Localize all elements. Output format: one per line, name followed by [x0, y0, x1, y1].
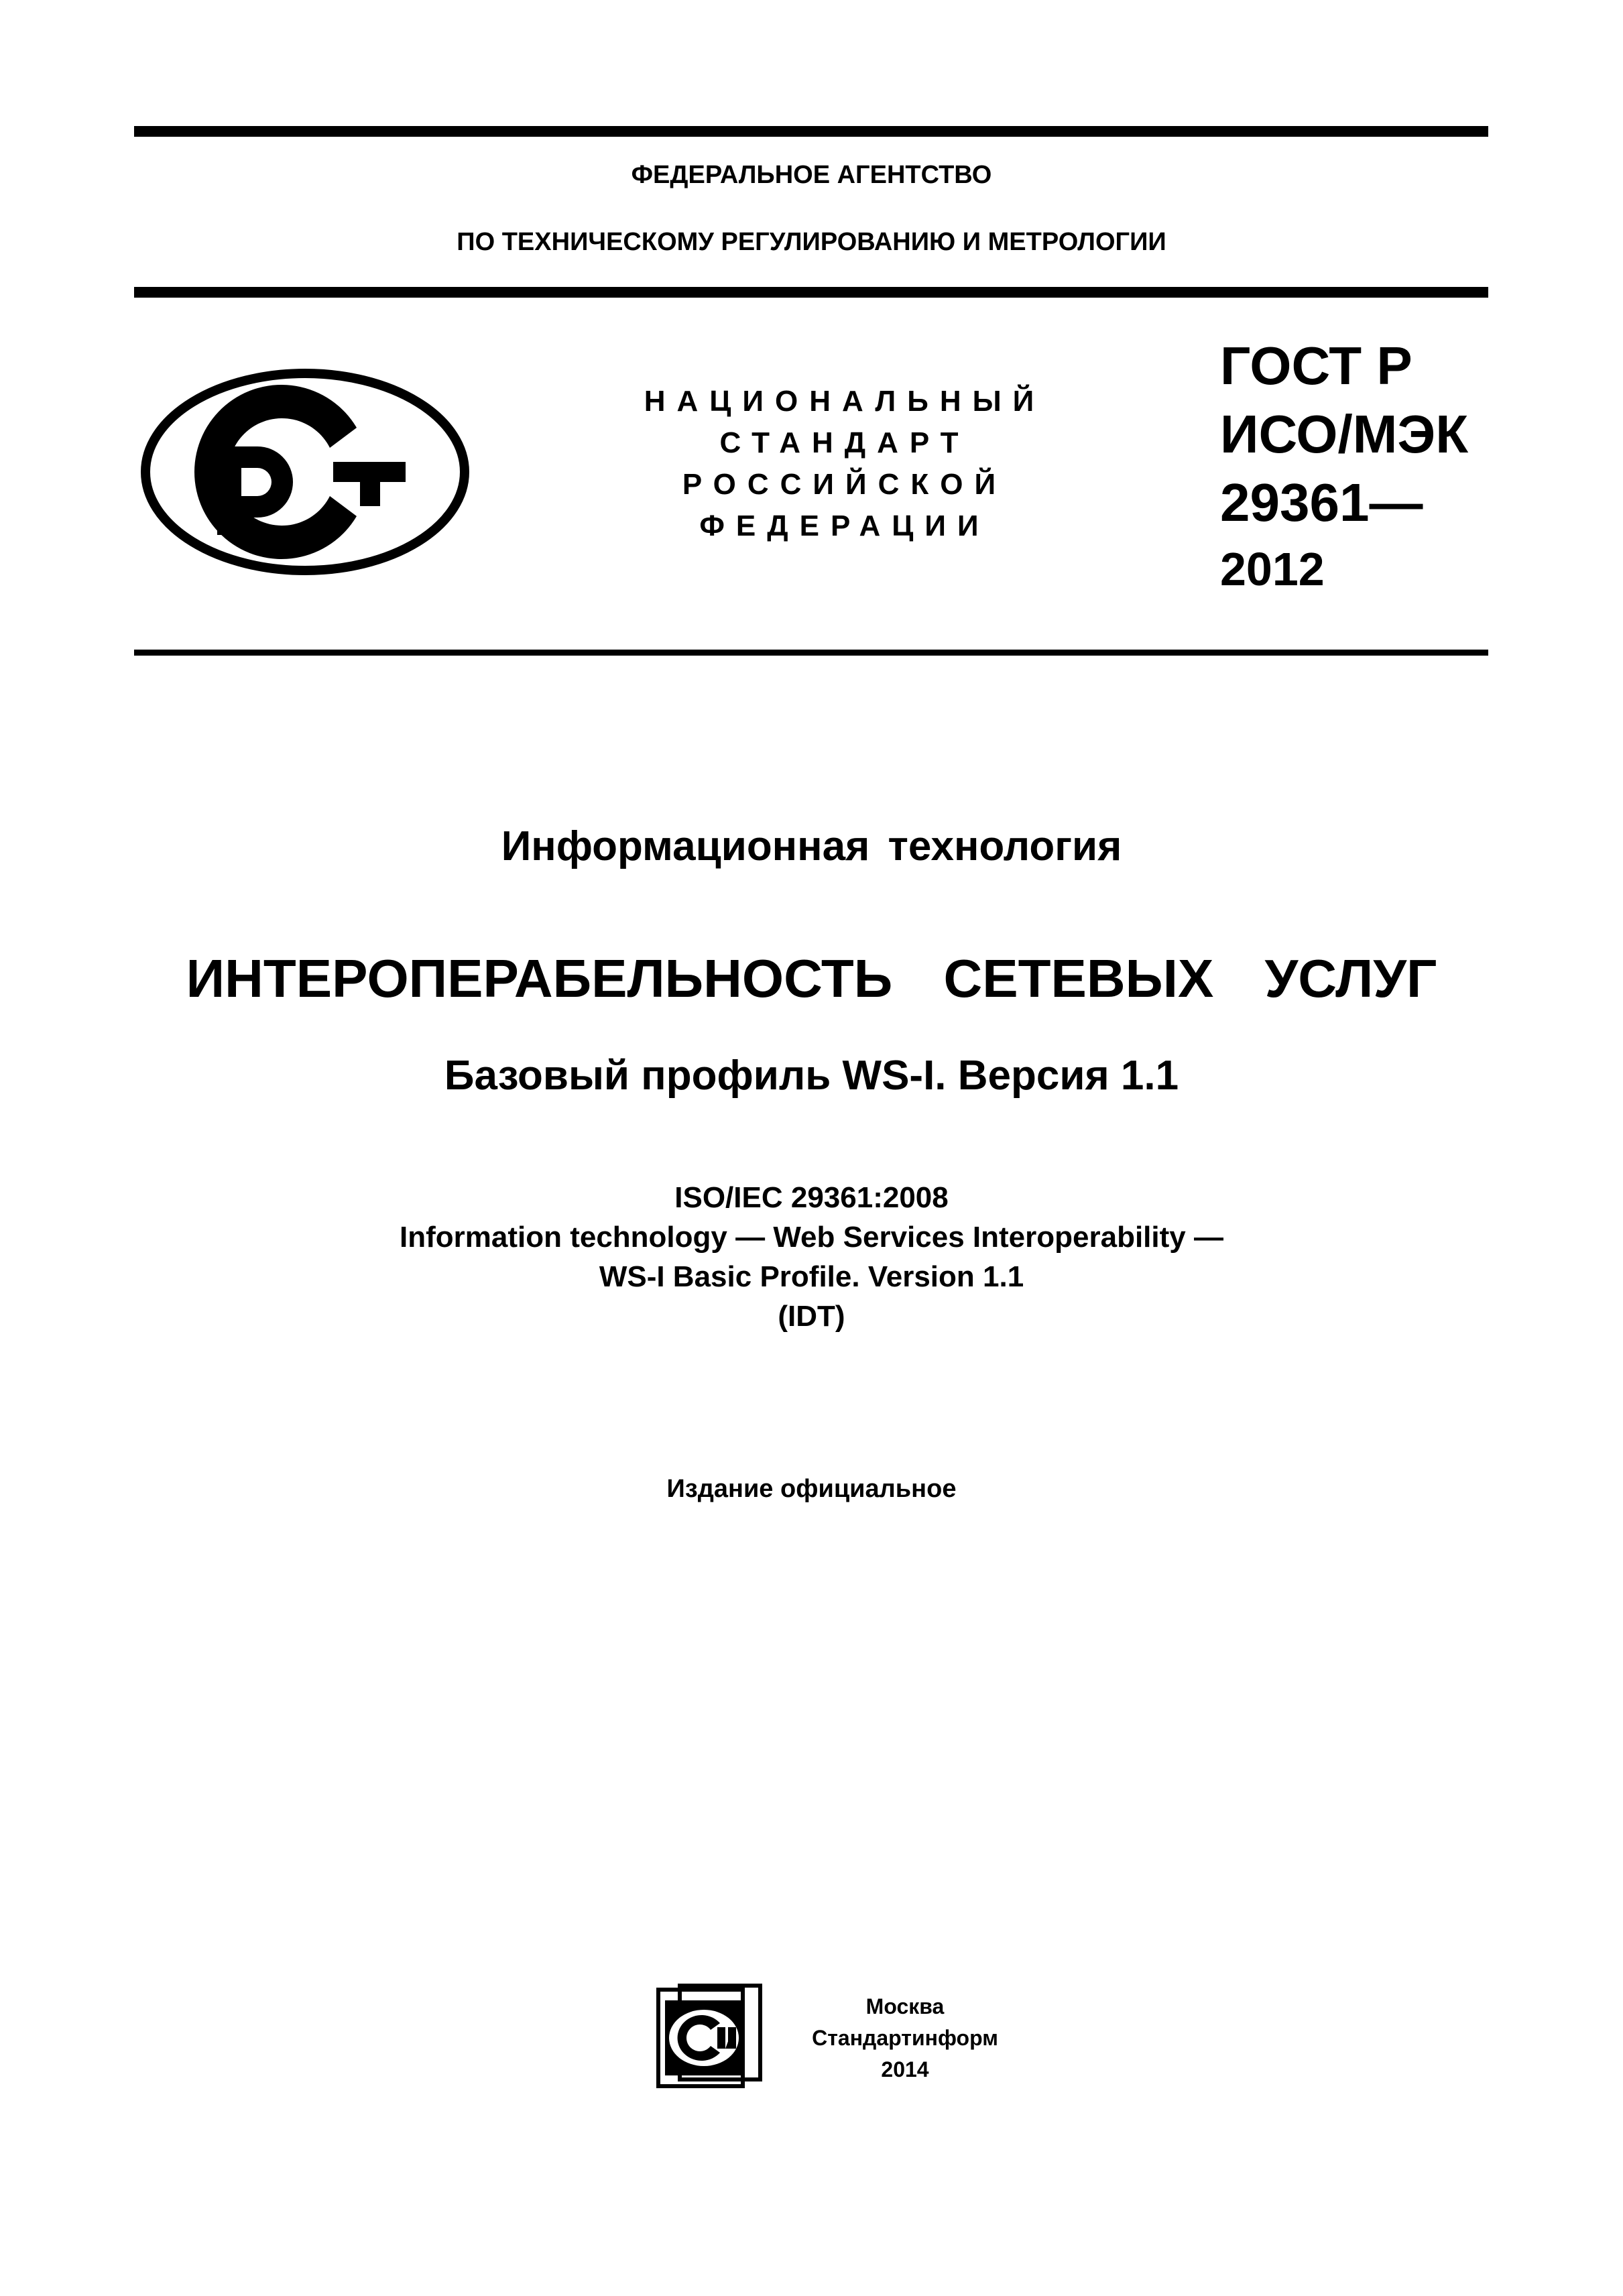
- iso-line: (IDT): [778, 1300, 845, 1333]
- national-standard-line: РОССИЙСКОЙ: [682, 468, 1008, 501]
- imprint-year: 2014: [881, 2057, 929, 2081]
- imprint-publisher: Стандартинформ: [812, 2026, 998, 2050]
- publisher-imprint: [758, 1991, 1053, 2086]
- standard-designation: [1220, 332, 1488, 601]
- standard-designation-line: 29361—: [1220, 473, 1423, 532]
- document-title-upper: ИНТЕРОПЕРАБЕЛЬНОСТЬ СЕТЕВЫХ УСЛУГ: [186, 949, 1437, 1008]
- standard-designation-year: 2012: [1220, 543, 1325, 595]
- iso-line: ISO/IEC 29361:2008: [674, 1181, 949, 1214]
- iso-line: Information technology — Web Services Interoperability —: [400, 1221, 1223, 1254]
- edition-label: Издание официальное: [666, 1475, 957, 1503]
- document-title-sub: Базовый профиль WS-I. Версия 1.1: [444, 1052, 1179, 1099]
- agency-name-line-2: ПО ТЕХНИЧЕСКОМУ РЕГУЛИРОВАНИЮ И МЕТРОЛОГИИ: [457, 228, 1166, 256]
- national-standard-line: ФЕДЕРАЦИИ: [699, 509, 990, 542]
- standard-designation-line: ГОСТ Р: [1220, 336, 1412, 396]
- iso-line: WS-I Basic Profile. Version 1.1: [599, 1260, 1024, 1293]
- agency-name-line-1: ФЕДЕРАЛЬНОЕ АГЕНТСТВО: [631, 161, 992, 189]
- header-top-rule: [134, 126, 1488, 137]
- standartinform-logo-icon: [656, 1983, 764, 2092]
- imprint-city: Москва: [865, 1994, 945, 2018]
- header-bottom-rule: [134, 287, 1488, 298]
- iso-equivalent-block: [0, 1178, 1623, 1336]
- document-title-main: Информационная технология: [501, 823, 1122, 869]
- national-standard-label: [577, 381, 1113, 547]
- national-standard-line: СТАНДАРТ: [719, 426, 970, 459]
- standard-designation-line: ИСО/МЭК: [1220, 404, 1469, 464]
- national-standard-line: НАЦИОНАЛЬНЫЙ: [644, 385, 1046, 418]
- rst-conformity-mark-icon: [137, 365, 473, 579]
- title-block-rule: [134, 650, 1488, 656]
